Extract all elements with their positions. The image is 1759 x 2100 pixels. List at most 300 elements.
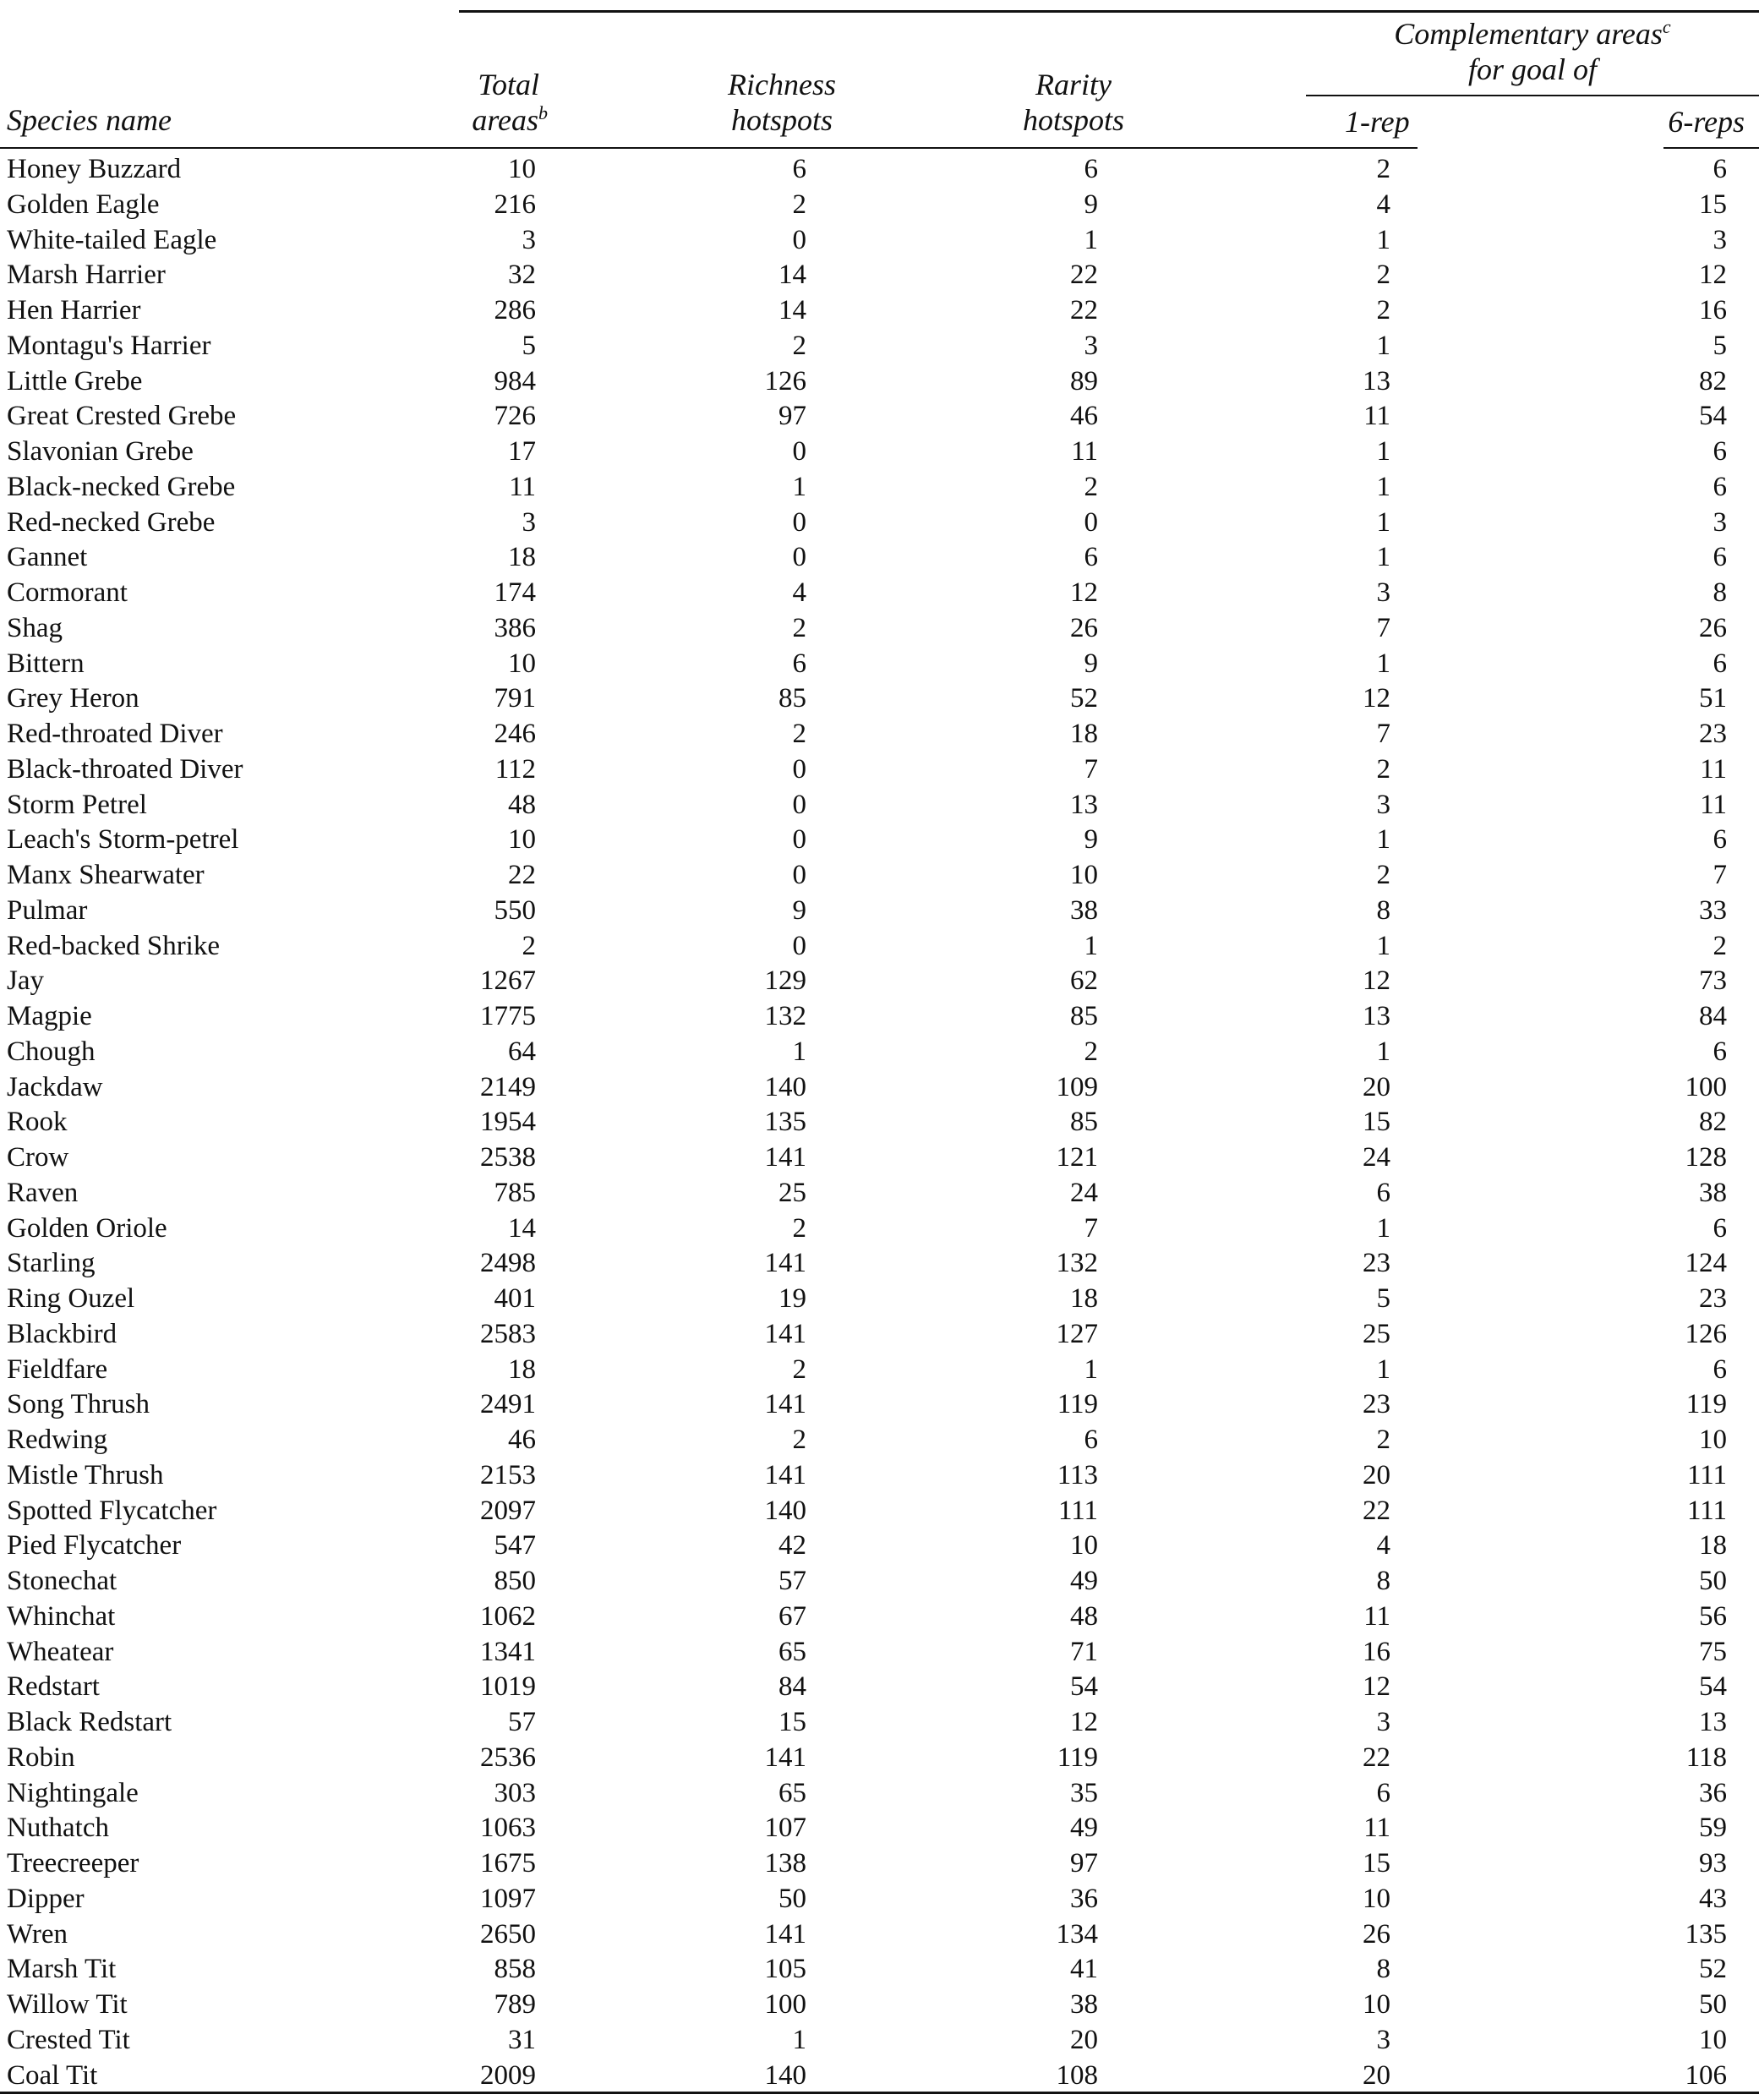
- total-areas-cell: 2498: [480, 1248, 536, 1279]
- rarity-hotspots-cell: 38: [1070, 894, 1098, 926]
- header-6-reps: 6-reps: [1668, 105, 1745, 139]
- total-areas-cell: 2: [522, 930, 536, 961]
- complementary-1-rep-cell: 23: [1363, 1248, 1390, 1279]
- species-name-cell: Dipper: [7, 1883, 85, 1914]
- richness-hotspots-cell: 14: [778, 260, 806, 291]
- table-row: [0, 1600, 1759, 1635]
- richness-hotspots-cell: 2: [792, 1354, 806, 1385]
- rarity-hotspots-cell: 38: [1070, 1989, 1098, 2020]
- complementary-1-rep-cell: 23: [1363, 1389, 1390, 1420]
- complementary-1-rep-cell: 2: [1376, 260, 1390, 291]
- total-areas-cell: 1062: [480, 1600, 536, 1632]
- species-name-cell: Chough: [7, 1036, 96, 1067]
- table-row: [0, 929, 1759, 965]
- total-areas-cell: 14: [508, 1212, 536, 1244]
- rarity-hotspots-cell: 49: [1070, 1813, 1098, 1844]
- richness-hotspots-cell: 25: [778, 1177, 806, 1208]
- species-name-cell: Black-throated Diver: [7, 753, 243, 785]
- table-row: [0, 964, 1759, 999]
- total-areas-cell: 46: [508, 1425, 536, 1455]
- header-complementary-line2: for goal of: [1467, 52, 1597, 86]
- complementary-rule: [1306, 95, 1759, 96]
- richness-hotspots-cell: 1: [792, 471, 806, 502]
- rarity-hotspots-cell: 13: [1070, 789, 1098, 820]
- complementary-1-rep-cell: 24: [1363, 1142, 1390, 1173]
- table-row: [0, 258, 1759, 293]
- complementary-1-rep-cell: 8: [1376, 1954, 1390, 1985]
- richness-hotspots-cell: 67: [778, 1600, 806, 1632]
- rarity-hotspots-cell: 85: [1070, 1001, 1098, 1031]
- species-name-cell: Crested Tit: [7, 2024, 130, 2055]
- header-total-footnote: b: [538, 102, 548, 123]
- table-row: [0, 1387, 1759, 1423]
- complementary-1-rep-cell: 3: [1376, 1707, 1390, 1737]
- total-areas-cell: 1341: [480, 1636, 536, 1667]
- complementary-6-reps-cell: 51: [1699, 683, 1727, 714]
- complementary-6-reps-cell: 119: [1685, 1389, 1727, 1420]
- header-total-line2: [472, 101, 548, 139]
- species-name-cell: Crow: [7, 1142, 69, 1173]
- header-total-text: areas: [472, 103, 538, 137]
- complementary-6-reps-cell: 50: [1699, 1989, 1727, 2020]
- species-name-cell: Pied Flycatcher: [7, 1530, 182, 1561]
- species-name-cell: Slavonian Grebe: [7, 436, 194, 467]
- table-row: [0, 1705, 1759, 1741]
- rarity-hotspots-cell: 18: [1070, 1283, 1098, 1314]
- richness-hotspots-cell: 2: [792, 612, 806, 643]
- complementary-1-rep-cell: 20: [1363, 1071, 1390, 1102]
- complementary-6-reps-cell: 84: [1699, 1001, 1727, 1031]
- total-areas-cell: 2149: [480, 1071, 536, 1102]
- rarity-hotspots-cell: 12: [1070, 577, 1098, 608]
- richness-hotspots-cell: 140: [764, 1071, 806, 1102]
- richness-hotspots-cell: 138: [764, 1848, 806, 1879]
- complementary-6-reps-cell: 93: [1699, 1848, 1727, 1879]
- complementary-1-rep-cell: 12: [1363, 965, 1390, 997]
- complementary-1-rep-cell: 10: [1363, 1883, 1390, 1914]
- total-areas-cell: 850: [494, 1566, 536, 1596]
- complementary-6-reps-cell: 38: [1699, 1177, 1727, 1208]
- complementary-1-rep-cell: 1: [1376, 930, 1390, 961]
- complementary-6-reps-cell: 118: [1685, 1742, 1727, 1773]
- complementary-1-rep-cell: 1: [1376, 224, 1390, 255]
- richness-hotspots-cell: 100: [764, 1989, 806, 2020]
- top-rule: [459, 10, 1759, 13]
- species-name-cell: Spotted Flycatcher: [7, 1495, 217, 1526]
- table-row: [0, 1317, 1759, 1353]
- rarity-hotspots-cell: 11: [1071, 436, 1098, 467]
- total-areas-cell: 1097: [480, 1883, 536, 1914]
- total-areas-cell: 303: [494, 1777, 536, 1808]
- total-areas-cell: 64: [508, 1036, 536, 1067]
- complementary-6-reps-cell: 6: [1713, 542, 1727, 573]
- total-areas-cell: 1954: [480, 1107, 536, 1138]
- complementary-1-rep-cell: 4: [1376, 189, 1390, 220]
- richness-hotspots-cell: 57: [778, 1566, 806, 1596]
- complementary-6-reps-cell: 106: [1685, 2059, 1727, 2091]
- table-row: [0, 1635, 1759, 1671]
- species-name-cell: Red-throated Diver: [7, 719, 223, 749]
- complementary-1-rep-cell: 26: [1363, 1918, 1390, 1950]
- total-areas-cell: 31: [508, 2024, 536, 2055]
- complementary-1-rep-cell: 7: [1376, 612, 1390, 643]
- total-areas-cell: 5: [522, 330, 536, 361]
- complementary-1-rep-cell: 2: [1376, 295, 1390, 325]
- richness-hotspots-cell: 141: [764, 1318, 806, 1349]
- total-areas-cell: 2491: [480, 1389, 536, 1420]
- rarity-hotspots-cell: 85: [1070, 1107, 1098, 1138]
- rarity-hotspots-cell: 7: [1084, 1212, 1098, 1244]
- rarity-hotspots-cell: 2: [1084, 471, 1098, 502]
- complementary-1-rep-cell: 1: [1376, 330, 1390, 361]
- species-name-cell: Ring Ouzel: [7, 1283, 135, 1314]
- total-areas-cell: 789: [494, 1989, 536, 2020]
- species-name-cell: Shag: [7, 612, 63, 643]
- table-row: [0, 2023, 1759, 2059]
- table-row: [0, 1353, 1759, 1388]
- species-name-cell: Red-backed Shrike: [7, 930, 220, 961]
- rarity-hotspots-cell: 52: [1070, 683, 1098, 714]
- complementary-6-reps-cell: 33: [1699, 894, 1727, 926]
- richness-hotspots-cell: 15: [778, 1707, 806, 1737]
- complementary-6-reps-cell: 23: [1699, 719, 1727, 749]
- complementary-1-rep-cell: 3: [1376, 789, 1390, 820]
- complementary-1-rep-cell: 1: [1376, 1354, 1390, 1385]
- total-areas-cell: 10: [508, 824, 536, 856]
- richness-hotspots-cell: 4: [792, 577, 806, 608]
- total-areas-cell: 984: [494, 365, 536, 396]
- total-areas-cell: 550: [494, 894, 536, 926]
- rarity-hotspots-cell: 2: [1084, 1036, 1098, 1067]
- rarity-hotspots-cell: 22: [1070, 260, 1098, 291]
- richness-hotspots-cell: 135: [764, 1107, 806, 1138]
- species-name-cell: Jay: [7, 965, 44, 997]
- species-name-cell: Pulmar: [7, 894, 88, 926]
- total-areas-cell: 2650: [480, 1918, 536, 1950]
- complementary-6-reps-cell: 23: [1699, 1283, 1727, 1314]
- complementary-1-rep-cell: 1: [1376, 506, 1390, 538]
- richness-hotspots-cell: 0: [792, 753, 806, 785]
- richness-hotspots-cell: 85: [778, 683, 806, 714]
- richness-hotspots-cell: 65: [778, 1636, 806, 1667]
- complementary-6-reps-cell: 36: [1699, 1777, 1727, 1808]
- species-name-cell: Rook: [7, 1107, 68, 1138]
- header-complementary-text: Complementary areas: [1394, 17, 1663, 51]
- total-areas-cell: 18: [508, 542, 536, 573]
- species-name-cell: Redstart: [7, 1671, 100, 1703]
- header-total-line1: Total: [478, 68, 539, 101]
- species-name-cell: Gannet: [7, 542, 88, 573]
- complementary-6-reps-cell: 135: [1685, 1918, 1727, 1950]
- species-name-cell: Raven: [7, 1177, 79, 1208]
- richness-hotspots-cell: 129: [764, 965, 806, 997]
- richness-hotspots-cell: 0: [792, 824, 806, 856]
- complementary-6-reps-cell: 124: [1685, 1248, 1727, 1279]
- complementary-6-reps-cell: 8: [1713, 577, 1727, 608]
- table-row: [0, 1105, 1759, 1140]
- rarity-hotspots-cell: 111: [1057, 1495, 1098, 1526]
- richness-hotspots-cell: 107: [764, 1813, 806, 1844]
- rarity-hotspots-cell: 113: [1057, 1459, 1098, 1490]
- richness-hotspots-cell: 84: [778, 1671, 806, 1703]
- complementary-6-reps-cell: 126: [1685, 1318, 1727, 1349]
- rarity-hotspots-cell: 12: [1070, 1707, 1098, 1737]
- species-name-cell: Coal Tit: [7, 2059, 98, 2091]
- table-row: [0, 1917, 1759, 1953]
- species-name-cell: Black Redstart: [7, 1707, 172, 1737]
- species-name-cell: Montagu's Harrier: [7, 330, 211, 361]
- richness-hotspots-cell: 6: [792, 154, 806, 184]
- total-areas-cell: 1063: [480, 1813, 536, 1844]
- table-row: [0, 1140, 1759, 1176]
- richness-hotspots-cell: 141: [764, 1248, 806, 1279]
- richness-hotspots-cell: 1: [792, 1036, 806, 1067]
- complementary-6-reps-cell: 82: [1699, 1107, 1727, 1138]
- rarity-hotspots-cell: 9: [1084, 648, 1098, 679]
- total-areas-cell: 785: [494, 1177, 536, 1208]
- species-name-cell: White-tailed Eagle: [7, 224, 217, 255]
- complementary-1-rep-cell: 2: [1376, 860, 1390, 890]
- complementary-6-reps-cell: 6: [1713, 1036, 1727, 1067]
- complementary-6-reps-cell: 100: [1685, 1071, 1727, 1102]
- total-areas-cell: 2097: [480, 1495, 536, 1526]
- rarity-hotspots-cell: 71: [1070, 1636, 1098, 1667]
- complementary-6-reps-cell: 16: [1699, 295, 1727, 325]
- species-name-cell: Marsh Harrier: [7, 260, 166, 291]
- table-row: [0, 1282, 1759, 1317]
- total-areas-cell: 401: [494, 1283, 536, 1314]
- richness-hotspots-cell: 6: [792, 648, 806, 679]
- complementary-1-rep-cell: 11: [1363, 1600, 1390, 1632]
- complementary-6-reps-cell: 52: [1699, 1954, 1727, 1985]
- complementary-6-reps-cell: 6: [1713, 436, 1727, 467]
- rarity-hotspots-cell: 62: [1070, 965, 1098, 997]
- species-name-cell: Grey Heron: [7, 683, 139, 714]
- table-row: [0, 576, 1759, 611]
- species-name-cell: Stonechat: [7, 1566, 117, 1596]
- complementary-6-reps-cell: 111: [1686, 1459, 1727, 1490]
- rarity-hotspots-cell: 132: [1056, 1248, 1098, 1279]
- richness-hotspots-cell: 2: [792, 330, 806, 361]
- table-row: [0, 1529, 1759, 1564]
- total-areas-cell: 48: [508, 789, 536, 820]
- total-areas-cell: 1267: [480, 965, 536, 997]
- richness-hotspots-cell: 0: [792, 789, 806, 820]
- rarity-hotspots-cell: 54: [1070, 1671, 1098, 1703]
- species-name-cell: Jackdaw: [7, 1071, 103, 1102]
- table-row: [0, 1811, 1759, 1846]
- complementary-6-reps-cell: 54: [1699, 1671, 1727, 1703]
- richness-hotspots-cell: 0: [792, 436, 806, 467]
- total-areas-cell: 2536: [480, 1742, 536, 1773]
- richness-hotspots-cell: 14: [778, 295, 806, 325]
- complementary-1-rep-cell: 6: [1376, 1777, 1390, 1808]
- header-complementary-line1: [1306, 15, 1759, 52]
- header-rule-6reps: [1663, 147, 1759, 149]
- species-name-cell: Manx Shearwater: [7, 860, 205, 890]
- richness-hotspots-cell: 141: [764, 1918, 806, 1950]
- complementary-1-rep-cell: 2: [1376, 154, 1390, 184]
- total-areas-cell: 10: [508, 154, 536, 184]
- rarity-hotspots-cell: 3: [1084, 330, 1098, 361]
- richness-hotspots-cell: 97: [778, 401, 806, 432]
- complementary-1-rep-cell: 11: [1363, 401, 1390, 432]
- species-name-cell: Treecreeper: [7, 1848, 139, 1879]
- complementary-1-rep-cell: 3: [1376, 2024, 1390, 2055]
- rarity-hotspots-cell: 36: [1070, 1883, 1098, 1914]
- species-name-cell: Hen Harrier: [7, 295, 141, 325]
- table-row: [0, 999, 1759, 1035]
- table-row: [0, 540, 1759, 576]
- complementary-1-rep-cell: 2: [1376, 1425, 1390, 1455]
- species-name-cell: Wheatear: [7, 1636, 114, 1667]
- complementary-6-reps-cell: 75: [1699, 1636, 1727, 1667]
- complementary-6-reps-cell: 43: [1699, 1883, 1727, 1914]
- rarity-hotspots-cell: 89: [1070, 365, 1098, 396]
- header-rarity-line2: hotspots: [1022, 103, 1125, 137]
- species-name-cell: Blackbird: [7, 1318, 117, 1349]
- complementary-1-rep-cell: 1: [1376, 471, 1390, 502]
- species-name-cell: Nightingale: [7, 1777, 139, 1808]
- species-name-cell: Leach's Storm-petrel: [7, 824, 239, 856]
- table-row: [0, 1494, 1759, 1529]
- table-row: [0, 858, 1759, 894]
- rarity-hotspots-cell: 18: [1070, 719, 1098, 749]
- species-name-cell: Little Grebe: [7, 365, 143, 396]
- complementary-6-reps-cell: 26: [1699, 612, 1727, 643]
- richness-hotspots-cell: 140: [764, 1495, 806, 1526]
- complementary-1-rep-cell: 13: [1363, 365, 1390, 396]
- species-name-cell: Golden Oriole: [7, 1212, 167, 1244]
- richness-hotspots-cell: 2: [792, 719, 806, 749]
- species-name-cell: Robin: [7, 1742, 75, 1773]
- header-1-rep: 1-rep: [1345, 105, 1410, 139]
- complementary-6-reps-cell: 6: [1713, 1354, 1727, 1385]
- rarity-hotspots-cell: 1: [1084, 930, 1098, 961]
- rarity-hotspots-cell: 6: [1084, 542, 1098, 573]
- richness-hotspots-cell: 42: [778, 1530, 806, 1561]
- table-row: [0, 223, 1759, 259]
- table-row: [0, 647, 1759, 682]
- rarity-hotspots-cell: 134: [1056, 1918, 1098, 1950]
- total-areas-cell: 726: [494, 401, 536, 432]
- species-name-cell: Cormorant: [7, 577, 128, 608]
- total-areas-cell: 3: [522, 506, 536, 538]
- total-areas-cell: 246: [494, 719, 536, 749]
- complementary-6-reps-cell: 56: [1699, 1600, 1727, 1632]
- table-row: [0, 435, 1759, 470]
- species-name-cell: Whinchat: [7, 1600, 116, 1632]
- total-areas-cell: 2583: [480, 1318, 536, 1349]
- total-areas-cell: 18: [508, 1354, 536, 1385]
- complementary-6-reps-cell: 12: [1699, 260, 1727, 291]
- complementary-6-reps-cell: 15: [1699, 189, 1727, 220]
- table-row: [0, 1882, 1759, 1917]
- complementary-1-rep-cell: 1: [1376, 648, 1390, 679]
- species-name-cell: Nuthatch: [7, 1813, 109, 1844]
- table-row: [0, 1070, 1759, 1106]
- complementary-6-reps-cell: 128: [1685, 1142, 1727, 1173]
- richness-hotspots-cell: 140: [764, 2059, 806, 2091]
- complementary-6-reps-cell: 111: [1686, 1495, 1727, 1526]
- rarity-hotspots-cell: 6: [1084, 154, 1098, 184]
- total-areas-cell: 2153: [480, 1459, 536, 1490]
- table-row: [0, 1176, 1759, 1211]
- rarity-hotspots-cell: 9: [1084, 824, 1098, 856]
- species-name-cell: Storm Petrel: [7, 789, 147, 820]
- header-richness-line2: hotspots: [730, 103, 833, 137]
- complementary-6-reps-cell: 13: [1699, 1707, 1727, 1737]
- table-row: [0, 1846, 1759, 1882]
- complementary-6-reps-cell: 50: [1699, 1566, 1727, 1596]
- complementary-1-rep-cell: 1: [1376, 1212, 1390, 1244]
- table-row: [0, 823, 1759, 858]
- rarity-hotspots-cell: 49: [1070, 1566, 1098, 1596]
- complementary-6-reps-cell: 6: [1713, 824, 1727, 856]
- rarity-hotspots-cell: 121: [1056, 1142, 1098, 1173]
- table-row: [0, 506, 1759, 541]
- table-row: [0, 2059, 1759, 2094]
- complementary-1-rep-cell: 1: [1376, 542, 1390, 573]
- rarity-hotspots-cell: 41: [1070, 1954, 1098, 1985]
- complementary-1-rep-cell: 12: [1363, 1671, 1390, 1703]
- species-name-cell: Willow Tit: [7, 1989, 128, 2020]
- table-row: [0, 1035, 1759, 1070]
- table-row: [0, 152, 1759, 188]
- table-row: [0, 470, 1759, 506]
- total-areas-cell: 386: [494, 612, 536, 643]
- species-name-cell: Fieldfare: [7, 1354, 108, 1385]
- complementary-6-reps-cell: 6: [1713, 648, 1727, 679]
- complementary-6-reps-cell: 3: [1713, 506, 1727, 538]
- table-row: [0, 329, 1759, 364]
- header-rarity-line1: Rarity: [1035, 68, 1112, 101]
- rarity-hotspots-cell: 127: [1056, 1318, 1098, 1349]
- table-row: [0, 364, 1759, 400]
- species-name-cell: Great Crested Grebe: [7, 401, 237, 432]
- table-row: [0, 1988, 1759, 2023]
- species-name-cell: Marsh Tit: [7, 1954, 117, 1985]
- rarity-hotspots-cell: 119: [1057, 1742, 1098, 1773]
- complementary-1-rep-cell: 16: [1363, 1636, 1390, 1667]
- total-areas-cell: 174: [494, 577, 536, 608]
- complementary-1-rep-cell: 11: [1363, 1813, 1390, 1844]
- total-areas-cell: 32: [508, 260, 536, 291]
- richness-hotspots-cell: 126: [764, 365, 806, 396]
- complementary-1-rep-cell: 1: [1376, 1036, 1390, 1067]
- complementary-1-rep-cell: 22: [1363, 1495, 1390, 1526]
- header-species-name: Species name: [7, 103, 172, 137]
- rarity-hotspots-cell: 7: [1084, 753, 1098, 785]
- total-areas-cell: 11: [509, 471, 536, 502]
- complementary-6-reps-cell: 73: [1699, 965, 1727, 997]
- rarity-hotspots-cell: 22: [1070, 295, 1098, 325]
- header-complementary-footnote: c: [1662, 16, 1671, 37]
- complementary-6-reps-cell: 18: [1699, 1530, 1727, 1561]
- table-row: [0, 1564, 1759, 1600]
- richness-hotspots-cell: 141: [764, 1389, 806, 1420]
- species-name-cell: Golden Eagle: [7, 189, 160, 220]
- richness-hotspots-cell: 2: [792, 1212, 806, 1244]
- complementary-1-rep-cell: 8: [1376, 894, 1390, 926]
- complementary-1-rep-cell: 13: [1363, 1001, 1390, 1031]
- complementary-6-reps-cell: 59: [1699, 1813, 1727, 1844]
- complementary-1-rep-cell: 7: [1376, 719, 1390, 749]
- complementary-6-reps-cell: 5: [1713, 330, 1727, 361]
- complementary-1-rep-cell: 15: [1363, 1107, 1390, 1138]
- complementary-6-reps-cell: 10: [1699, 1425, 1727, 1455]
- richness-hotspots-cell: 0: [792, 860, 806, 890]
